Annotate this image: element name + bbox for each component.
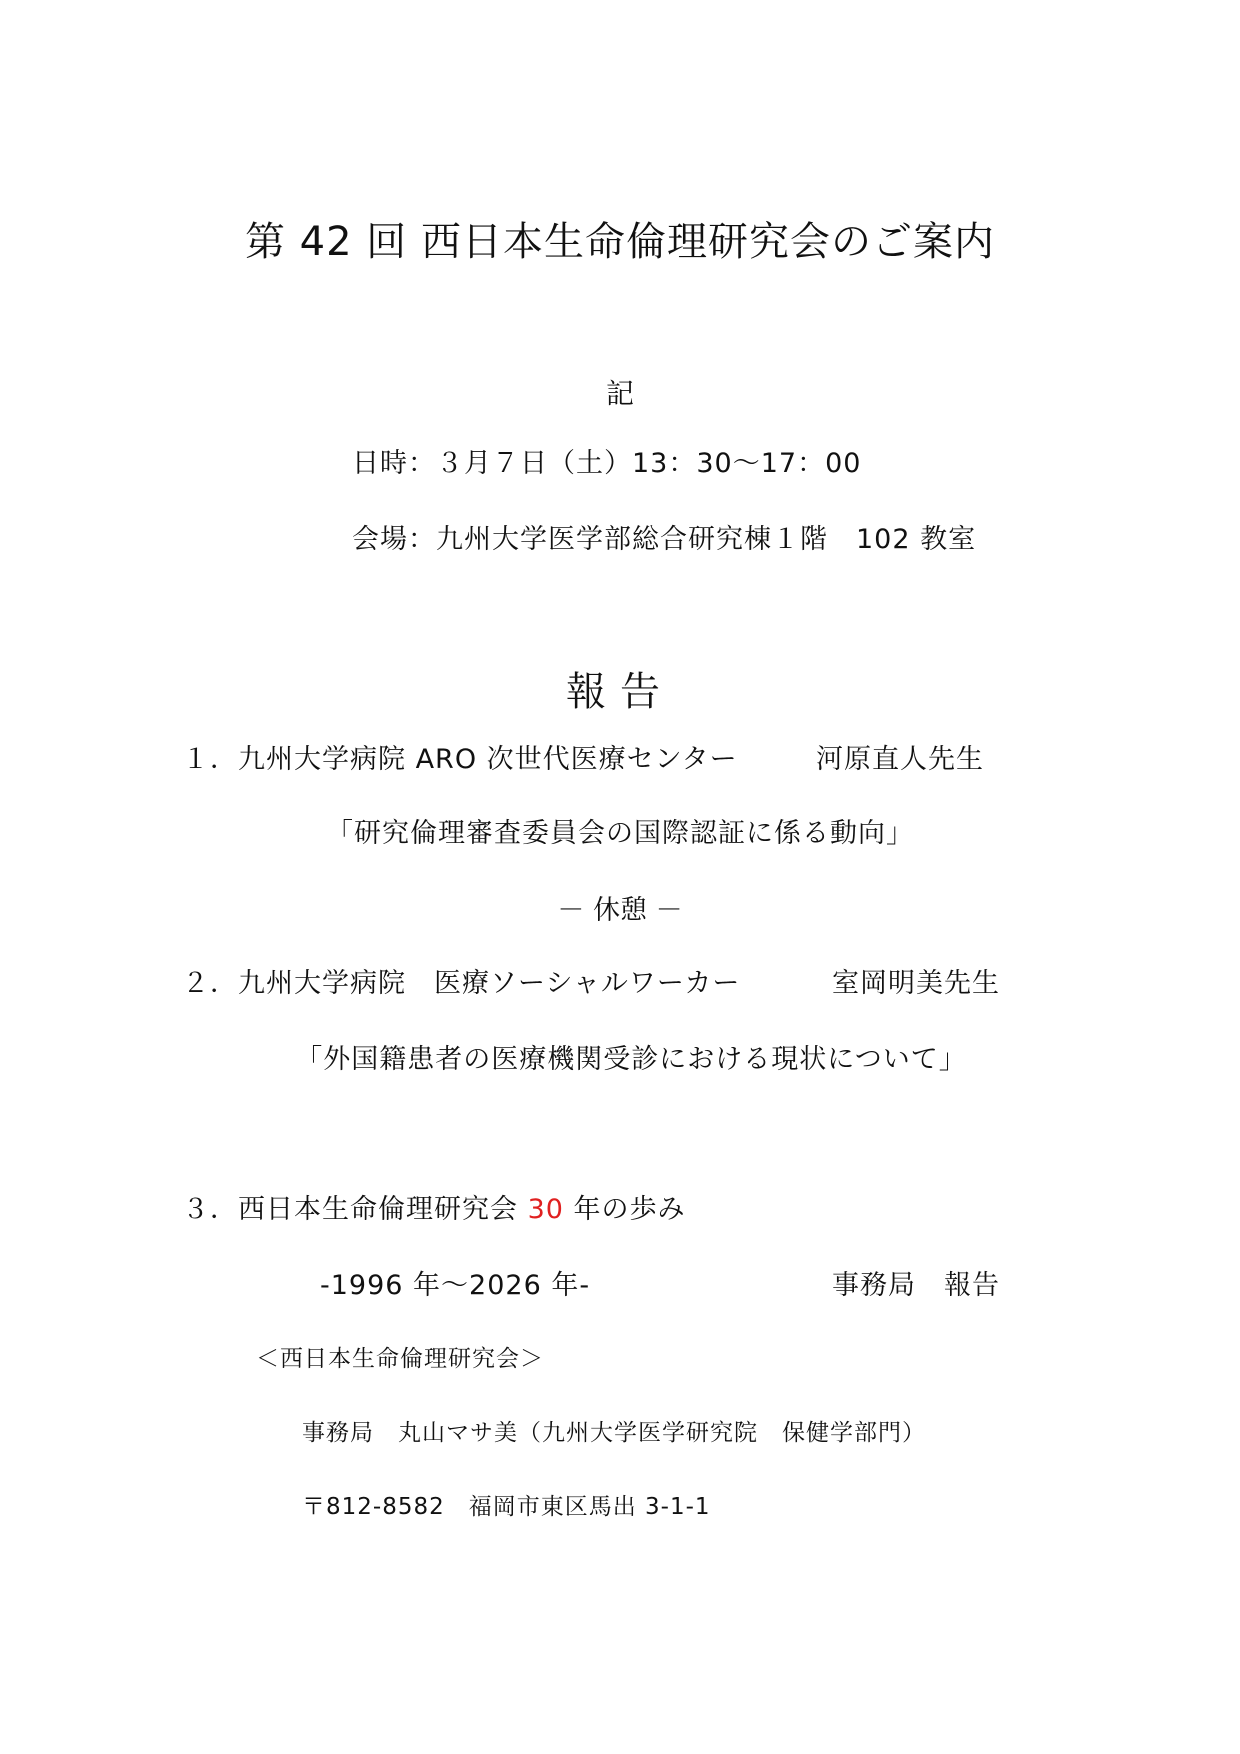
report-3-period: -1996 年～2026 年- — [320, 1270, 591, 1301]
report-3-title — [182, 1196, 686, 1223]
event-date: 日時：３月７日（土）13：30～17：00 — [352, 448, 862, 479]
break-label: － 休憩 － — [557, 895, 683, 926]
event-venue: 会場：九州大学医学部総合研究棟１階 102 教室 — [352, 524, 977, 555]
footer-organization: ＜西日本生命倫理研究会＞ — [256, 1346, 544, 1372]
report-heading: 報告 — [566, 669, 674, 715]
report-2-topic: 「外国籍患者の医療機関受診における現状について」 — [295, 1044, 967, 1075]
footer-office: 事務局 丸山マサ美（九州大学医学研究院 保健学部門） — [302, 1420, 926, 1446]
report-2-speaker: 室岡明美先生 — [832, 968, 1000, 999]
report-2-affiliation: ２．九州大学病院 医療ソーシャルワーカー — [182, 968, 741, 999]
report-3-speaker: 事務局 報告 — [832, 1270, 1000, 1301]
page-title: 第 42 回 西日本生命倫理研究会のご案内 — [244, 219, 996, 265]
report-1-topic: 「研究倫理審査委員会の国際認証に係る動向」 — [326, 818, 914, 849]
report-3-title-prefix: ３．西日本生命倫理研究会 — [182, 1194, 528, 1225]
ki-heading: 記 — [605, 377, 634, 410]
footer-address: 〒812-8582 福岡市東区馬出 3-1-1 — [302, 1494, 711, 1520]
report-1-affiliation: １．九州大学病院 ARO 次世代医療センター — [182, 744, 738, 775]
anniversary-number: 30 — [527, 1194, 564, 1225]
report-3-title-suffix: 年の歩み — [563, 1194, 686, 1225]
report-1-speaker: 河原直人先生 — [816, 744, 984, 775]
